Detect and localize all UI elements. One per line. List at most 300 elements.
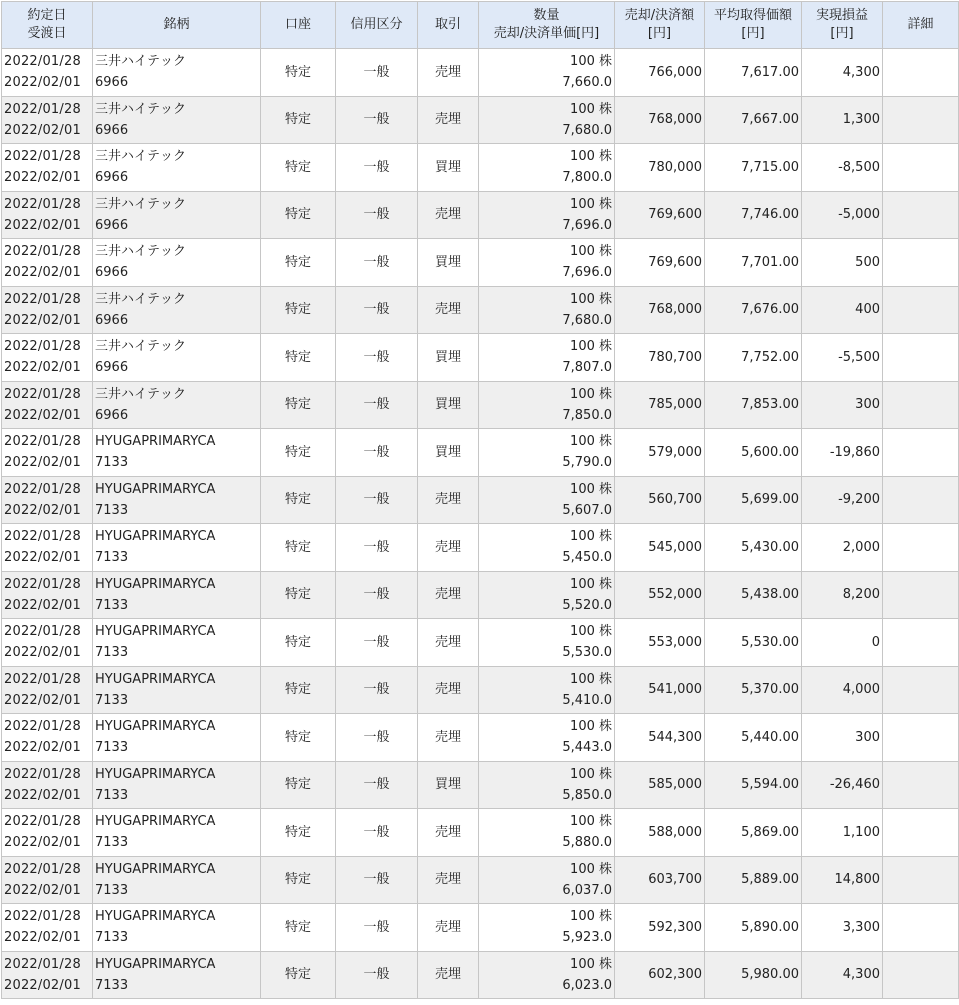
sale-amount: 541,000	[615, 666, 705, 714]
average-cost: 7,853.00	[705, 381, 802, 429]
date-cell	[2, 191, 93, 239]
detail-cell	[883, 429, 959, 477]
stock-cell	[93, 239, 261, 287]
sale-amount: 545,000	[615, 524, 705, 572]
table-row[interactable]	[2, 856, 959, 904]
stock-cell	[93, 334, 261, 382]
trade-type: 売埋	[418, 286, 479, 334]
quantity: 100 株	[570, 291, 612, 307]
credit-type: 一般	[336, 524, 418, 572]
stock-code: 7133	[95, 550, 129, 566]
stock-code: 7133	[95, 977, 129, 993]
stock-cell	[93, 571, 261, 619]
quantity-price-cell	[479, 96, 615, 144]
realized-pnl: 3,300	[802, 904, 883, 952]
trade-date: 2022/01/28	[4, 386, 81, 402]
quantity: 100 株	[570, 54, 612, 70]
settle-date: 2022/02/01	[4, 597, 81, 613]
stock-cell	[93, 761, 261, 809]
settle-date: 2022/02/01	[4, 217, 81, 233]
stock-cell	[93, 524, 261, 572]
sale-amount: 552,000	[615, 571, 705, 619]
unit-price: 5,450.0	[562, 550, 612, 566]
date-cell	[2, 571, 93, 619]
trade-type: 売埋	[418, 951, 479, 999]
trade-type: 売埋	[418, 571, 479, 619]
quantity-price-cell	[479, 666, 615, 714]
sale-amount: 553,000	[615, 619, 705, 667]
account-type: 特定	[261, 476, 336, 524]
credit-type: 一般	[336, 619, 418, 667]
account-type: 特定	[261, 144, 336, 192]
stock-name[interactable]: HYUGAPRIMARYCA	[95, 719, 216, 735]
account-type: 特定	[261, 191, 336, 239]
date-cell	[2, 714, 93, 762]
account-type: 特定	[261, 429, 336, 477]
date-cell	[2, 951, 93, 999]
average-cost: 5,699.00	[705, 476, 802, 524]
credit-type: 一般	[336, 286, 418, 334]
average-cost: 5,440.00	[705, 714, 802, 762]
header-trade-settle-date[interactable]	[2, 2, 93, 49]
realized-pnl: 4,300	[802, 951, 883, 999]
stock-name[interactable]: HYUGAPRIMARYCA	[95, 766, 216, 782]
settle-date: 2022/02/01	[4, 407, 81, 423]
stock-name[interactable]: 三井ハイテック	[95, 54, 187, 70]
date-cell	[2, 666, 93, 714]
credit-type: 一般	[336, 666, 418, 714]
header-quantity-price[interactable]	[479, 2, 615, 49]
stock-code: 7133	[95, 740, 129, 756]
quantity: 100 株	[570, 766, 612, 782]
header-settle-date: 受渡日	[27, 26, 67, 41]
quantity-price-cell	[479, 571, 615, 619]
header-trade-date: 約定日	[27, 8, 67, 23]
table-row[interactable]	[2, 951, 959, 999]
realized-pnl: -5,500	[802, 334, 883, 382]
stock-name[interactable]: HYUGAPRIMARYCA	[95, 624, 216, 640]
stock-code: 7133	[95, 597, 129, 613]
date-cell	[2, 619, 93, 667]
trade-type: 買埋	[418, 239, 479, 287]
table-row[interactable]	[2, 286, 959, 334]
quantity: 100 株	[570, 956, 612, 972]
trade-type: 売埋	[418, 666, 479, 714]
detail-cell	[883, 49, 959, 97]
detail-cell	[883, 381, 959, 429]
stock-name[interactable]: HYUGAPRIMARYCA	[95, 861, 216, 877]
stock-cell	[93, 144, 261, 192]
trade-date: 2022/01/28	[4, 54, 81, 70]
account-type: 特定	[261, 856, 336, 904]
trade-date: 2022/01/28	[4, 529, 81, 545]
date-cell	[2, 96, 93, 144]
stock-code: 6966	[95, 265, 129, 281]
credit-type: 一般	[336, 761, 418, 809]
quantity-price-cell	[479, 286, 615, 334]
date-cell	[2, 429, 93, 477]
realized-pnl: 300	[802, 714, 883, 762]
unit-price: 7,680.0	[562, 122, 612, 138]
sale-amount: 766,000	[615, 49, 705, 97]
settle-date: 2022/02/01	[4, 122, 81, 138]
trade-type: 売埋	[418, 96, 479, 144]
date-cell	[2, 524, 93, 572]
trade-date: 2022/01/28	[4, 149, 81, 165]
account-type: 特定	[261, 619, 336, 667]
stock-cell	[93, 619, 261, 667]
table-row[interactable]	[2, 476, 959, 524]
realized-pnl: 8,200	[802, 571, 883, 619]
table-row[interactable]	[2, 666, 959, 714]
quantity-price-cell	[479, 524, 615, 572]
unit-price: 6,023.0	[562, 977, 612, 993]
average-cost: 5,889.00	[705, 856, 802, 904]
average-cost: 5,370.00	[705, 666, 802, 714]
quantity-price-cell	[479, 476, 615, 524]
average-cost: 5,980.00	[705, 951, 802, 999]
header-account[interactable]: 口座	[261, 2, 336, 49]
table-row[interactable]	[2, 381, 959, 429]
trade-type: 買埋	[418, 144, 479, 192]
sale-amount: 785,000	[615, 381, 705, 429]
settle-date: 2022/02/01	[4, 930, 81, 946]
settle-date: 2022/02/01	[4, 740, 81, 756]
credit-type: 一般	[336, 856, 418, 904]
table-header-row	[2, 2, 959, 49]
stock-code: 7133	[95, 882, 129, 898]
table-row[interactable]	[2, 809, 959, 857]
average-cost: 7,701.00	[705, 239, 802, 287]
quantity: 100 株	[570, 434, 612, 450]
average-cost: 5,438.00	[705, 571, 802, 619]
average-cost: 7,746.00	[705, 191, 802, 239]
trade-date: 2022/01/28	[4, 909, 81, 925]
header-average-cost[interactable]	[705, 2, 802, 49]
trade-type: 売埋	[418, 49, 479, 97]
average-cost: 5,594.00	[705, 761, 802, 809]
stock-code: 7133	[95, 787, 129, 803]
unit-price: 7,807.0	[562, 360, 612, 376]
table-row[interactable]	[2, 761, 959, 809]
date-cell	[2, 476, 93, 524]
detail-cell	[883, 334, 959, 382]
average-cost: 7,715.00	[705, 144, 802, 192]
table-row[interactable]	[2, 619, 959, 667]
realized-pnl: 2,000	[802, 524, 883, 572]
header-detail: 詳細	[883, 2, 959, 49]
stock-cell	[93, 666, 261, 714]
credit-type: 一般	[336, 476, 418, 524]
quantity: 100 株	[570, 196, 612, 212]
stock-name[interactable]: 三井ハイテック	[95, 291, 187, 307]
unit-price: 7,800.0	[562, 170, 612, 186]
trade-date: 2022/01/28	[4, 339, 81, 355]
unit-price: 7,696.0	[562, 265, 612, 281]
average-cost: 7,752.00	[705, 334, 802, 382]
unit-price: 5,850.0	[562, 787, 612, 803]
stock-name[interactable]: HYUGAPRIMARYCA	[95, 434, 216, 450]
stock-name[interactable]: HYUGAPRIMARYCA	[95, 814, 216, 830]
date-cell	[2, 904, 93, 952]
quantity: 100 株	[570, 671, 612, 687]
trade-date: 2022/01/28	[4, 956, 81, 972]
header-sale-amount[interactable]	[615, 2, 705, 49]
quantity: 100 株	[570, 244, 612, 260]
credit-type: 一般	[336, 809, 418, 857]
settle-date: 2022/02/01	[4, 455, 81, 471]
stock-code: 6966	[95, 360, 129, 376]
detail-cell	[883, 191, 959, 239]
settle-date: 2022/02/01	[4, 550, 81, 566]
stock-name[interactable]: 三井ハイテック	[95, 149, 187, 165]
settle-date: 2022/02/01	[4, 787, 81, 803]
unit-price: 7,850.0	[562, 407, 612, 423]
trade-type: 売埋	[418, 476, 479, 524]
table-row[interactable]	[2, 334, 959, 382]
table-row[interactable]	[2, 96, 959, 144]
average-cost: 5,869.00	[705, 809, 802, 857]
account-type: 特定	[261, 571, 336, 619]
trade-date: 2022/01/28	[4, 624, 81, 640]
quantity-price-cell	[479, 239, 615, 287]
header-realized-pnl[interactable]	[802, 2, 883, 49]
stock-code: 6966	[95, 217, 129, 233]
stock-cell	[93, 904, 261, 952]
detail-cell	[883, 761, 959, 809]
header-trade-type[interactable]: 取引	[418, 2, 479, 49]
stock-name[interactable]: 三井ハイテック	[95, 244, 187, 260]
stock-name[interactable]: HYUGAPRIMARYCA	[95, 576, 216, 592]
account-type: 特定	[261, 334, 336, 382]
credit-type: 一般	[336, 239, 418, 287]
settle-date: 2022/02/01	[4, 170, 81, 186]
quantity-price-cell	[479, 334, 615, 382]
quantity-price-cell	[479, 904, 615, 952]
trade-date: 2022/01/28	[4, 101, 81, 117]
detail-cell	[883, 96, 959, 144]
header-sale-amount-label: 売却/決済額	[624, 8, 695, 23]
average-cost: 7,667.00	[705, 96, 802, 144]
credit-type: 一般	[336, 904, 418, 952]
unit-price: 5,923.0	[562, 930, 612, 946]
stock-cell	[93, 476, 261, 524]
trade-date: 2022/01/28	[4, 671, 81, 687]
quantity: 100 株	[570, 481, 612, 497]
stock-name[interactable]: HYUGAPRIMARYCA	[95, 671, 216, 687]
realized-pnl: 400	[802, 286, 883, 334]
realized-pnl: 1,300	[802, 96, 883, 144]
quantity-price-cell	[479, 429, 615, 477]
stock-cell	[93, 856, 261, 904]
settle-date: 2022/02/01	[4, 312, 81, 328]
trade-date: 2022/01/28	[4, 861, 81, 877]
realized-pnl: 14,800	[802, 856, 883, 904]
detail-cell	[883, 714, 959, 762]
header-credit-type[interactable]: 信用区分	[336, 2, 418, 49]
date-cell	[2, 809, 93, 857]
unit-price: 5,443.0	[562, 740, 612, 756]
stock-code: 6966	[95, 312, 129, 328]
table-row[interactable]	[2, 714, 959, 762]
sale-amount: 592,300	[615, 904, 705, 952]
unit-price: 5,790.0	[562, 455, 612, 471]
stock-name[interactable]: 三井ハイテック	[95, 196, 187, 212]
stock-name[interactable]: HYUGAPRIMARYCA	[95, 909, 216, 925]
average-cost: 5,890.00	[705, 904, 802, 952]
sale-amount: 769,600	[615, 239, 705, 287]
stock-cell	[93, 809, 261, 857]
date-cell	[2, 856, 93, 904]
sale-amount: 768,000	[615, 96, 705, 144]
quantity: 100 株	[570, 624, 612, 640]
trade-date: 2022/01/28	[4, 434, 81, 450]
detail-cell	[883, 856, 959, 904]
account-type: 特定	[261, 286, 336, 334]
stock-code: 6966	[95, 122, 129, 138]
date-cell	[2, 334, 93, 382]
credit-type: 一般	[336, 429, 418, 477]
trade-date: 2022/01/28	[4, 814, 81, 830]
account-type: 特定	[261, 761, 336, 809]
date-cell	[2, 286, 93, 334]
stock-cell	[93, 714, 261, 762]
quantity-price-cell	[479, 144, 615, 192]
quantity-price-cell	[479, 191, 615, 239]
realized-pnl: 4,300	[802, 49, 883, 97]
header-unit-price: 売却/決済単価[円]	[493, 26, 600, 41]
unit-price: 5,520.0	[562, 597, 612, 613]
table-row[interactable]	[2, 429, 959, 477]
quantity-price-cell	[479, 761, 615, 809]
detail-cell	[883, 809, 959, 857]
stock-code: 7133	[95, 502, 129, 518]
quantity-price-cell	[479, 809, 615, 857]
trade-type: 売埋	[418, 809, 479, 857]
quantity-price-cell	[479, 49, 615, 97]
stock-name[interactable]: HYUGAPRIMARYCA	[95, 956, 216, 972]
detail-cell	[883, 619, 959, 667]
stock-code: 7133	[95, 835, 129, 851]
stock-cell	[93, 286, 261, 334]
trade-type: 買埋	[418, 334, 479, 382]
header-sale-amount-unit: [円]	[647, 26, 672, 41]
trade-type: 買埋	[418, 381, 479, 429]
table-row[interactable]	[2, 144, 959, 192]
trade-date: 2022/01/28	[4, 766, 81, 782]
sale-amount: 544,300	[615, 714, 705, 762]
realized-pnl: 1,100	[802, 809, 883, 857]
account-type: 特定	[261, 904, 336, 952]
credit-type: 一般	[336, 96, 418, 144]
sale-amount: 560,700	[615, 476, 705, 524]
settle-date: 2022/02/01	[4, 835, 81, 851]
table-row[interactable]	[2, 571, 959, 619]
header-realized-pnl-label: 実現損益	[815, 8, 868, 23]
average-cost: 5,600.00	[705, 429, 802, 477]
header-average-cost-unit: [円]	[741, 26, 765, 41]
stock-cell	[93, 96, 261, 144]
stock-code: 7133	[95, 930, 129, 946]
trade-date: 2022/01/28	[4, 244, 81, 260]
stock-name[interactable]: 三井ハイテック	[95, 386, 187, 402]
credit-type: 一般	[336, 334, 418, 382]
table-body	[2, 49, 959, 999]
realized-pnl: -26,460	[802, 761, 883, 809]
table-row[interactable]	[2, 49, 959, 97]
settle-date: 2022/02/01	[4, 645, 81, 661]
realized-pnl: 300	[802, 381, 883, 429]
realized-pnl: -9,200	[802, 476, 883, 524]
trade-date: 2022/01/28	[4, 196, 81, 212]
date-cell	[2, 49, 93, 97]
unit-price: 7,660.0	[562, 75, 612, 91]
stock-name[interactable]: 三井ハイテック	[95, 101, 187, 117]
trade-type: 売埋	[418, 619, 479, 667]
credit-type: 一般	[336, 144, 418, 192]
detail-cell	[883, 571, 959, 619]
average-cost: 7,676.00	[705, 286, 802, 334]
realized-pnl: -19,860	[802, 429, 883, 477]
trade-type: 売埋	[418, 714, 479, 762]
realized-pnl: -5,000	[802, 191, 883, 239]
quantity-price-cell	[479, 856, 615, 904]
credit-type: 一般	[336, 951, 418, 999]
stock-name[interactable]: HYUGAPRIMARYCA	[95, 481, 216, 497]
detail-cell	[883, 286, 959, 334]
quantity: 100 株	[570, 719, 612, 735]
table-row[interactable]	[2, 524, 959, 572]
account-type: 特定	[261, 666, 336, 714]
realized-pnl: 4,000	[802, 666, 883, 714]
header-average-cost-label: 平均取得価額	[713, 8, 792, 23]
table-row[interactable]	[2, 904, 959, 952]
account-type: 特定	[261, 96, 336, 144]
stock-code: 6966	[95, 407, 129, 423]
detail-cell	[883, 904, 959, 952]
credit-type: 一般	[336, 571, 418, 619]
settle-date: 2022/02/01	[4, 882, 81, 898]
unit-price: 6,037.0	[562, 882, 612, 898]
table-row[interactable]	[2, 191, 959, 239]
unit-price: 5,607.0	[562, 502, 612, 518]
trade-type: 売埋	[418, 856, 479, 904]
stock-name[interactable]: 三井ハイテック	[95, 339, 187, 355]
unit-price: 7,696.0	[562, 217, 612, 233]
stock-code: 6966	[95, 170, 129, 186]
header-quantity: 数量	[533, 8, 560, 23]
quantity: 100 株	[570, 339, 612, 355]
trade-history-table	[1, 1, 959, 999]
header-stock[interactable]: 銘柄	[93, 2, 261, 49]
account-type: 特定	[261, 809, 336, 857]
account-type: 特定	[261, 239, 336, 287]
trade-date: 2022/01/28	[4, 576, 81, 592]
sale-amount: 585,000	[615, 761, 705, 809]
stock-name[interactable]: HYUGAPRIMARYCA	[95, 529, 216, 545]
sale-amount: 769,600	[615, 191, 705, 239]
account-type: 特定	[261, 951, 336, 999]
detail-cell	[883, 476, 959, 524]
average-cost: 5,530.00	[705, 619, 802, 667]
account-type: 特定	[261, 524, 336, 572]
table-row[interactable]	[2, 239, 959, 287]
quantity: 100 株	[570, 576, 612, 592]
sale-amount: 603,700	[615, 856, 705, 904]
stock-cell	[93, 951, 261, 999]
realized-pnl: -8,500	[802, 144, 883, 192]
date-cell	[2, 144, 93, 192]
